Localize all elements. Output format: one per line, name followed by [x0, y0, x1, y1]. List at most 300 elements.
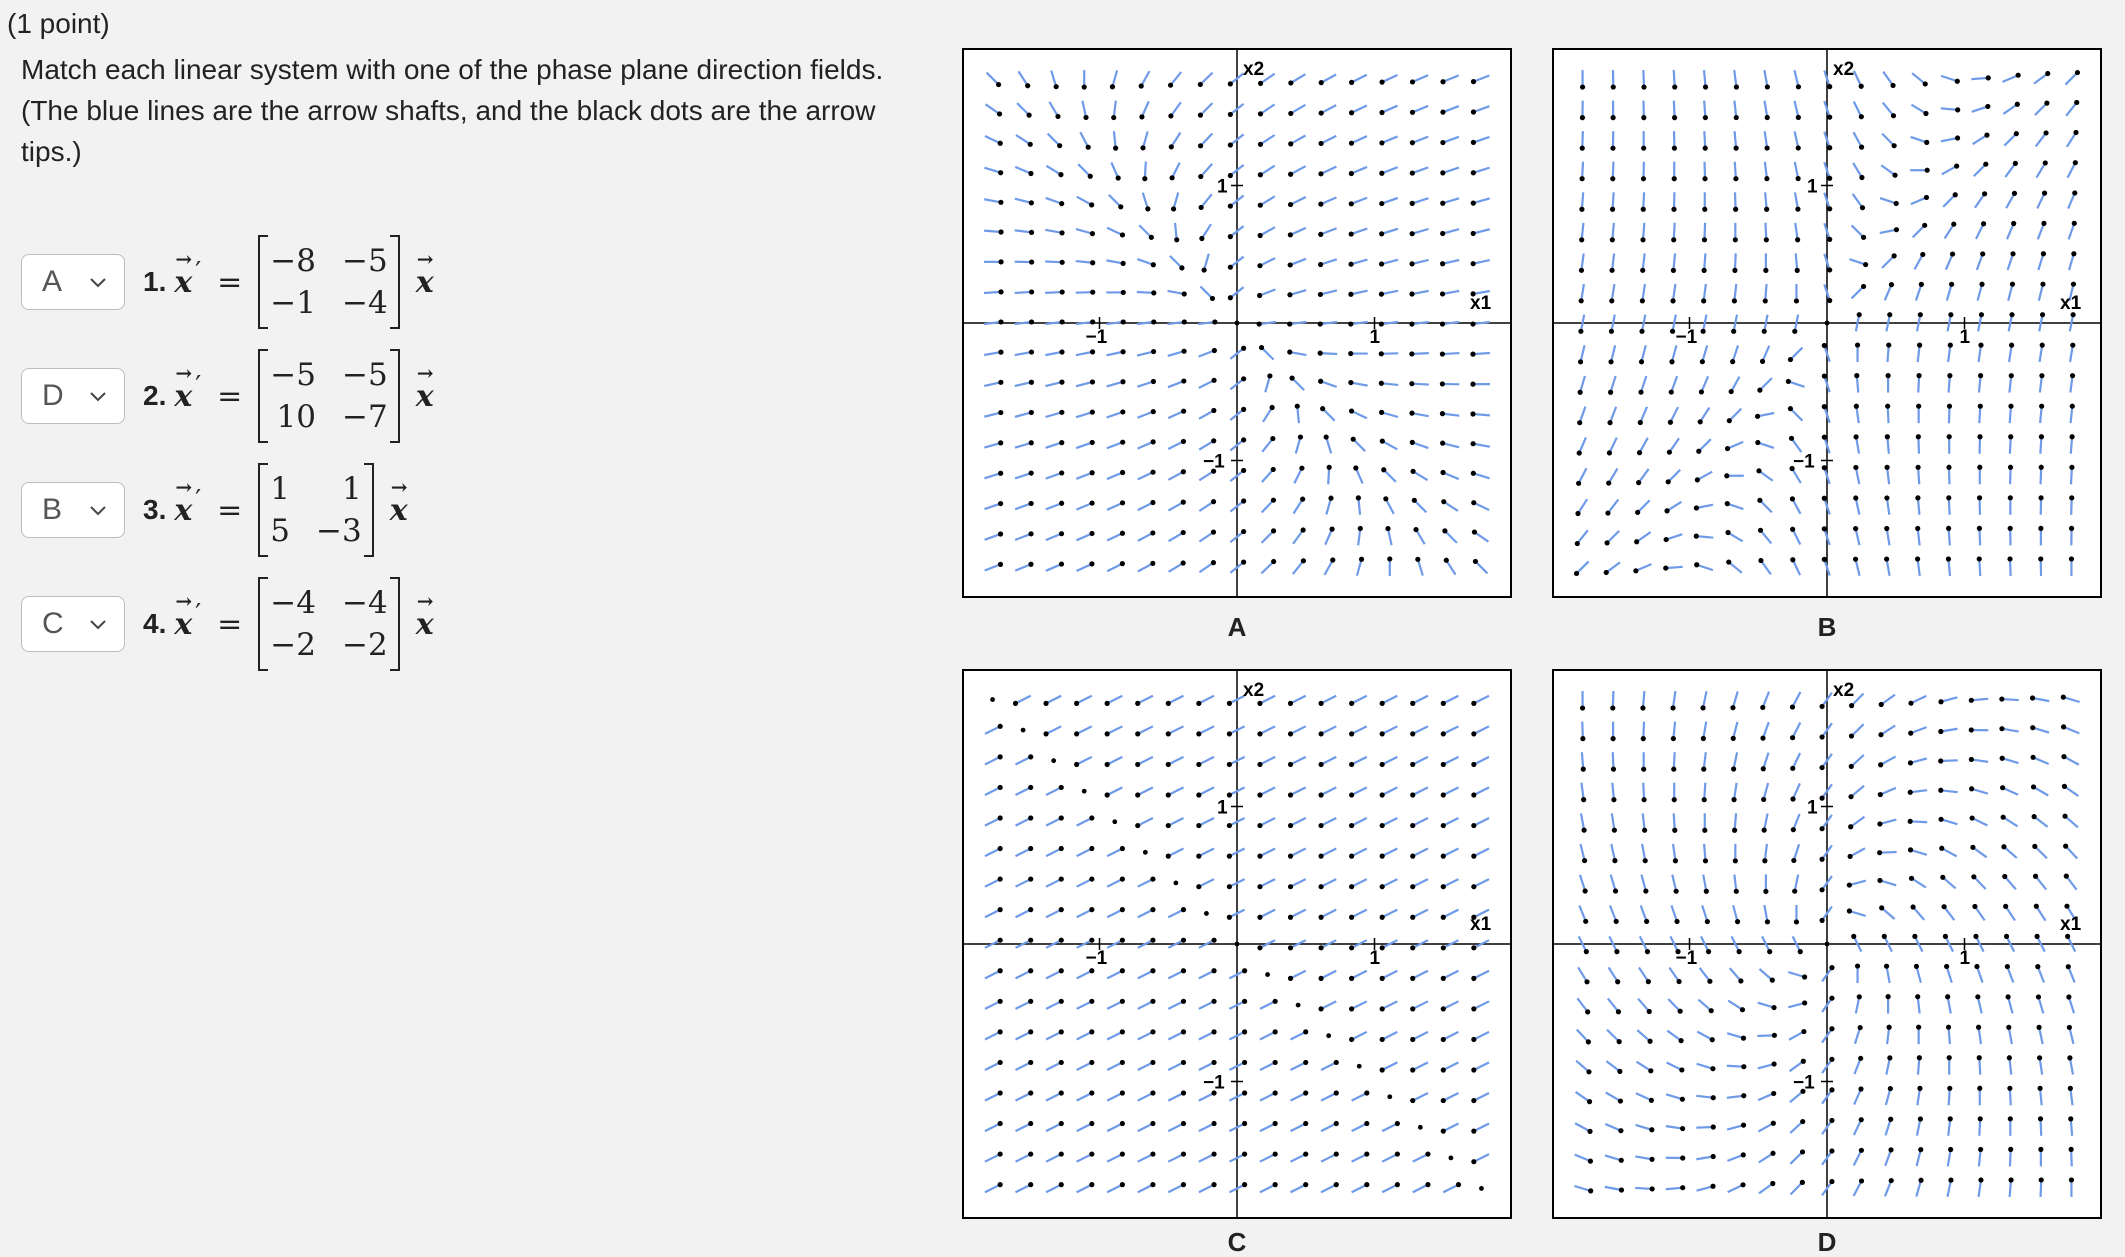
- arrow-tip: [1258, 81, 1263, 86]
- arrow-tip: [998, 319, 1003, 324]
- arrow-tip: [1415, 557, 1420, 562]
- arrow-tip: [2011, 221, 2016, 226]
- arrow-tip: [1202, 267, 1207, 272]
- arrow-tip: [1135, 823, 1140, 828]
- arrow-tip: [1581, 797, 1586, 802]
- arrow-tip: [2068, 1086, 2073, 1091]
- arrow-tip: [1802, 974, 1807, 979]
- arrow-tip: [2073, 160, 2078, 165]
- x2-tick-label: 1: [1807, 177, 1818, 198]
- arrow-tip: [2071, 251, 2076, 256]
- instructions: [21, 49, 921, 172]
- arrow-tip: [1410, 201, 1415, 206]
- arrow-tip: [1672, 828, 1677, 833]
- arrow-tip: [2071, 282, 2076, 287]
- arrow-tip: [1471, 1098, 1476, 1103]
- arrow-tip: [1917, 1055, 1922, 1060]
- arrow-tip: [1142, 176, 1147, 181]
- arrow-tip: [1059, 349, 1064, 354]
- arrow-tip: [1638, 420, 1643, 425]
- arrow-tip: [2010, 251, 2015, 256]
- arrow-tip: [1955, 79, 1960, 84]
- arrow-tip: [1649, 1157, 1654, 1162]
- arrow-tip: [1947, 1086, 1952, 1091]
- arrow-tip: [1969, 786, 1974, 791]
- arrow-tip: [1196, 792, 1201, 797]
- arrow-tip: [2044, 101, 2049, 106]
- arrow-tip: [1089, 815, 1094, 820]
- arrow-tip: [1671, 237, 1676, 242]
- arrow-tip: [1609, 329, 1614, 334]
- arrow-tip: [1196, 854, 1201, 859]
- x1-axis-label: x1: [1470, 293, 1492, 314]
- arrow-tip: [1944, 964, 1949, 969]
- arrow-tip: [1977, 556, 1982, 561]
- arrow-tip: [1616, 1009, 1621, 1014]
- arrow-tip: [1702, 237, 1707, 242]
- arrow-tip: [1879, 905, 1884, 910]
- arrow-tip: [1644, 919, 1649, 924]
- arrow-tip: [1915, 495, 1920, 500]
- arrow-tip: [1822, 465, 1827, 470]
- arrow-tip: [1608, 390, 1613, 395]
- arrow-tip: [1089, 531, 1094, 536]
- arrow-tip: [1916, 373, 1921, 378]
- arrow-tip: [1380, 854, 1385, 859]
- arrow-tip: [1380, 823, 1385, 828]
- arrow-tip: [2075, 70, 2080, 75]
- arrow-tip: [1029, 200, 1034, 205]
- arrow-tip: [1762, 827, 1767, 832]
- arrow-tip: [2064, 904, 2069, 909]
- arrow-tip: [1181, 1182, 1186, 1187]
- arrow-tip: [1943, 934, 1948, 939]
- arrow-tip: [1145, 206, 1150, 211]
- arrow-tip: [1028, 754, 1033, 759]
- arrow-tip: [1441, 1037, 1446, 1042]
- arrow-tip: [1211, 499, 1216, 504]
- arrow-tip: [2072, 190, 2077, 195]
- arrow-tip: [2034, 904, 2039, 909]
- arrow-tip: [1819, 826, 1824, 831]
- arrow-tip: [2069, 434, 2074, 439]
- arrow-tip: [1380, 915, 1385, 920]
- arrow-tip: [1710, 1037, 1715, 1042]
- arrow-tip: [1380, 1067, 1385, 1072]
- arrow-tip: [2069, 1147, 2074, 1152]
- arrow-tip: [1135, 731, 1140, 736]
- arrow-tip: [1915, 994, 1920, 999]
- arrow-tip: [1859, 175, 1864, 180]
- arrow-tip: [2039, 434, 2044, 439]
- arrow-tip: [1027, 113, 1032, 118]
- arrow-tip: [1979, 312, 1984, 317]
- arrow-tip: [1612, 858, 1617, 863]
- arrow-tip: [1120, 232, 1125, 237]
- arrow-tip: [1853, 495, 1858, 500]
- arrow-tip: [1029, 319, 1034, 324]
- arrow-tip: [1349, 976, 1354, 981]
- arrow-tip: [1410, 79, 1415, 84]
- arrow-tip: [1298, 434, 1303, 439]
- arrow-tip: [1610, 176, 1615, 181]
- plot-caption-D: D: [1552, 1233, 2102, 1252]
- arrow-tip: [2008, 434, 2013, 439]
- arrow-tip: [1151, 409, 1156, 414]
- arrow-tip: [1410, 731, 1415, 736]
- answer-select-4[interactable]: [21, 596, 125, 652]
- arrow-tip: [1732, 298, 1737, 303]
- arrow-tip: [1849, 764, 1854, 769]
- arrow-tip: [1441, 499, 1446, 504]
- arrow-tip: [1318, 884, 1323, 889]
- arrow-tip: [1825, 321, 1830, 326]
- arrow-tip: [1822, 526, 1827, 531]
- arrow-tip: [1786, 379, 1791, 384]
- arrow-tip: [1257, 945, 1262, 950]
- arrow-tip: [1196, 823, 1201, 828]
- arrow-tip: [1028, 938, 1033, 943]
- arrow-tip: [1672, 84, 1677, 89]
- arrow-tip: [1319, 110, 1324, 115]
- arrow-tip: [2061, 724, 2066, 729]
- arrow-tip: [1059, 470, 1064, 475]
- arrow-tip: [1271, 528, 1276, 533]
- arrow-tip: [998, 754, 1003, 759]
- arrow-tip: [1242, 1151, 1247, 1156]
- arrow-tip: [1887, 1055, 1892, 1060]
- arrow-tip: [1795, 207, 1800, 212]
- equation-3: [143, 471, 408, 549]
- arrow-tip: [1764, 176, 1769, 181]
- arrow-tip: [1666, 479, 1671, 484]
- arrow-tip: [1380, 1006, 1385, 1011]
- arrow-tip: [1441, 823, 1446, 828]
- arrow-tip: [1273, 1151, 1278, 1156]
- arrow-tip: [998, 1182, 1003, 1187]
- answer-select-value: D: [42, 379, 64, 413]
- arrow-tip: [1860, 205, 1865, 210]
- arrow-tip: [1151, 319, 1156, 324]
- arrow-tip: [1915, 526, 1920, 531]
- arrow-tip: [1379, 261, 1384, 266]
- arrow-tip: [998, 349, 1003, 354]
- arrow-tip: [1924, 140, 1929, 145]
- arrow-tip: [1829, 1148, 1834, 1153]
- arrow-tip: [1888, 1086, 1893, 1091]
- x-vector-symbol: x →: [174, 265, 192, 300]
- arrow-tip: [1120, 470, 1125, 475]
- arrow-tip: [1801, 1059, 1806, 1064]
- arrow-tip: [1121, 261, 1126, 266]
- arrow-tip: [1863, 262, 1868, 267]
- arrow-tip: [1318, 945, 1323, 950]
- arrow-tip: [2069, 526, 2074, 531]
- arrow-tip: [1756, 468, 1761, 473]
- arrow-tip: [1915, 556, 1920, 561]
- arrow-tip: [1440, 231, 1445, 236]
- arrow-tip: [1701, 298, 1706, 303]
- arrow-tip: [1318, 379, 1323, 384]
- arrow-tip: [1765, 115, 1770, 120]
- arrow-tip: [1181, 560, 1186, 565]
- arrow-tip: [1379, 381, 1384, 386]
- arrow-tip: [1395, 1151, 1400, 1156]
- arrow-tip: [1410, 976, 1415, 981]
- arrow-tip: [1583, 888, 1588, 893]
- arrow-tip: [1580, 146, 1585, 151]
- arrow-tip: [1640, 237, 1645, 242]
- arrow-tip: [1410, 469, 1415, 474]
- arrow-tip: [1639, 329, 1644, 334]
- arrow-tip: [1918, 1116, 1923, 1121]
- arrow-tip: [1059, 230, 1064, 235]
- arrow-tip: [998, 1151, 1003, 1156]
- arrow-tip: [1166, 792, 1171, 797]
- x1-tick-label: −1: [1086, 327, 1108, 348]
- arrow-tip: [2013, 161, 2018, 166]
- arrow-tip: [1028, 815, 1033, 820]
- direction-field-A: [962, 48, 1512, 598]
- arrow-tip: [1790, 704, 1795, 709]
- arrow-tip: [1668, 420, 1673, 425]
- arrow-tip: [1059, 907, 1064, 912]
- arrow-tip: [1348, 351, 1353, 356]
- equation-number: 4.: [143, 608, 166, 640]
- arrow-tip: [1334, 1060, 1339, 1065]
- arrow-tip: [2064, 874, 2069, 879]
- arrow-tip: [1348, 262, 1353, 267]
- arrow-tip: [1575, 541, 1580, 546]
- arrow-tip: [1029, 410, 1034, 415]
- arrow-tip: [1923, 111, 1928, 116]
- arrow-tip: [1584, 949, 1589, 954]
- arrow-tip: [2006, 994, 2011, 999]
- arrow-tip: [1916, 1025, 1921, 1030]
- arrow-tip: [1303, 1182, 1308, 1187]
- arrow-tip: [1028, 531, 1033, 536]
- arrow-tip: [1669, 359, 1674, 364]
- arrow-tip: [1257, 884, 1262, 889]
- arrow-tip: [998, 999, 1003, 1004]
- arrow-tip: [1121, 319, 1126, 324]
- arrow-tip: [1227, 701, 1232, 706]
- arrow-tip: [1857, 312, 1862, 317]
- arrow-tip: [1887, 312, 1892, 317]
- answer-select-2[interactable]: [21, 368, 125, 424]
- arrow-tip: [1120, 876, 1125, 881]
- arrow-tip: [1410, 1037, 1415, 1042]
- arrow-tip: [1605, 510, 1610, 515]
- arrow-tip: [1740, 1182, 1745, 1187]
- arrow-tip: [1576, 481, 1581, 486]
- arrow-tip: [1318, 292, 1323, 297]
- arrow-tip: [1410, 440, 1415, 445]
- arrow-tip: [1441, 762, 1446, 767]
- arrow-tip: [1059, 876, 1064, 881]
- arrow-tip: [1181, 469, 1186, 474]
- arrow-tip: [1379, 410, 1384, 415]
- arrow-tip: [1198, 143, 1203, 148]
- arrow-tip: [1732, 268, 1737, 273]
- arrow-tip: [1680, 1185, 1685, 1190]
- equals-sign: =: [217, 493, 242, 528]
- arrow-tip: [1730, 359, 1735, 364]
- arrow-tip: [2039, 373, 2044, 378]
- arrow-tip: [1241, 529, 1246, 534]
- arrow-tip: [1582, 828, 1587, 833]
- coefficient-matrix: [258, 357, 399, 435]
- arrow-tip: [1074, 731, 1079, 736]
- arrow-tip: [1318, 171, 1323, 176]
- arrow-tip: [1413, 527, 1418, 532]
- arrow-tip: [1908, 847, 1913, 852]
- arrow-tip: [1288, 262, 1293, 267]
- arrow-tip: [1120, 1121, 1125, 1126]
- arrow-tip: [2003, 904, 2008, 909]
- arrow-tip: [1800, 1119, 1805, 1124]
- arrow-tip: [1579, 176, 1584, 181]
- arrow-tip: [1858, 1025, 1863, 1030]
- arrow-tip: [1680, 1126, 1685, 1131]
- arrow-tip: [1733, 207, 1738, 212]
- equation-number: 2.: [143, 380, 166, 412]
- arrow-tip: [1641, 176, 1646, 181]
- arrow-tip: [1861, 284, 1866, 289]
- arrow-tip: [1088, 174, 1093, 179]
- x-vector-symbol: x →: [174, 493, 192, 528]
- arrow-tip: [1587, 1099, 1592, 1104]
- matrix-entry: −8: [270, 243, 316, 279]
- arrow-tip: [1326, 1033, 1331, 1038]
- arrow-tip: [1894, 201, 1899, 206]
- arrow-tip: [2015, 102, 2020, 107]
- arrow-tip: [1999, 726, 2004, 731]
- arrow-tip: [1470, 321, 1475, 326]
- arrow-tip: [998, 471, 1003, 476]
- arrow-tip: [1182, 319, 1187, 324]
- arrow-tip: [1636, 480, 1641, 485]
- arrow-tip: [1829, 1118, 1834, 1123]
- arrow-tip: [1471, 945, 1476, 950]
- arrow-tip: [1074, 762, 1079, 767]
- answer-select-3[interactable]: [21, 482, 125, 538]
- arrow-tip: [1696, 449, 1701, 454]
- arrow-tip: [1788, 406, 1793, 411]
- arrow-tip: [1604, 570, 1609, 575]
- arrow-tip: [1800, 1180, 1805, 1185]
- arrow-tip: [1733, 858, 1738, 863]
- arrow-tip: [1711, 1124, 1716, 1129]
- arrow-tip: [1410, 701, 1415, 706]
- arrow-tip: [1703, 858, 1708, 863]
- direction-field-svg: [1552, 669, 2102, 1219]
- arrow-tip: [1303, 1151, 1308, 1156]
- arrow-tip: [1925, 168, 1930, 173]
- arrow-tip: [1105, 731, 1110, 736]
- arrow-tip: [1318, 915, 1323, 920]
- arrow-tip: [996, 82, 1001, 87]
- arrow-tip: [1212, 348, 1217, 353]
- arrow-tip: [1757, 498, 1762, 503]
- arrow-tip: [1120, 846, 1125, 851]
- arrow-tip: [1886, 373, 1891, 378]
- arrow-tip: [1029, 470, 1034, 475]
- arrow-tip: [1771, 1005, 1776, 1010]
- arrow-tip: [1701, 767, 1706, 772]
- arrow-tip: [2001, 815, 2006, 820]
- arrow-tip: [2063, 844, 2068, 849]
- x2-tick-label: 1: [1217, 177, 1228, 198]
- arrow-tip: [1059, 561, 1064, 566]
- arrow-tip: [1303, 1060, 1308, 1065]
- arrow-tip: [2016, 73, 2021, 78]
- arrow-tip: [1143, 850, 1148, 855]
- arrow-tip: [1379, 201, 1384, 206]
- arrow-tip: [1609, 268, 1614, 273]
- arrow-tip: [1211, 1060, 1216, 1065]
- arrow-tip: [1105, 792, 1110, 797]
- arrow-tip: [1578, 329, 1583, 334]
- arrow-tip: [1288, 762, 1293, 767]
- arrow-tip: [1618, 1128, 1623, 1133]
- arrow-tip: [1105, 762, 1110, 767]
- arrow-tip: [998, 259, 1003, 264]
- arrow-tip: [1349, 201, 1354, 206]
- arrow-tip: [1585, 1009, 1590, 1014]
- arrow-tip: [1181, 500, 1186, 505]
- arrow-tip: [1211, 968, 1216, 973]
- arrow-tip: [1889, 282, 1894, 287]
- arrow-tip: [998, 229, 1003, 234]
- arrow-tip: [1440, 261, 1445, 266]
- arrow-tip: [1271, 498, 1276, 503]
- matrix-entry: 1: [316, 471, 362, 507]
- arrow-tip: [1762, 858, 1767, 863]
- arrow-tip: [2008, 1147, 2013, 1152]
- chevron-down-icon: [86, 612, 110, 636]
- arrow-tip: [1349, 80, 1354, 85]
- arrow-tip: [1228, 203, 1233, 208]
- arrow-tip: [2038, 1147, 2043, 1152]
- arrow-tip: [1471, 792, 1476, 797]
- arrow-tip: [1854, 404, 1859, 409]
- arrow-tip: [1945, 994, 1950, 999]
- instructions-line-2: (The blue lines are the arrow shafts, and the black dots are the arrow tips.): [21, 90, 921, 172]
- arrow-tip: [1055, 114, 1060, 119]
- arrow-tip: [1364, 1121, 1369, 1126]
- arrow-tip: [1151, 349, 1156, 354]
- arrow-tip: [1611, 767, 1616, 772]
- arrow-tip: [2072, 221, 2077, 226]
- answer-select-1[interactable]: [21, 254, 125, 310]
- arrow-tip: [1953, 192, 1958, 197]
- arrow-tip: [1609, 298, 1614, 303]
- arrow-tip: [1301, 558, 1306, 563]
- arrow-tip: [1951, 222, 1956, 227]
- arrow-tip: [1859, 84, 1864, 89]
- x2-tick-label: −1: [1793, 452, 1815, 473]
- arrow-tip: [2038, 526, 2043, 531]
- arrow-tip: [1043, 701, 1048, 706]
- arrow-tip: [1120, 561, 1125, 566]
- arrow-tip: [1731, 329, 1736, 334]
- arrow-tip: [1089, 1090, 1094, 1095]
- arrow-tip: [1969, 698, 1974, 703]
- arrow-tip: [1884, 465, 1889, 470]
- arrow-tip: [1855, 342, 1860, 347]
- arrow-tip: [2008, 526, 2013, 531]
